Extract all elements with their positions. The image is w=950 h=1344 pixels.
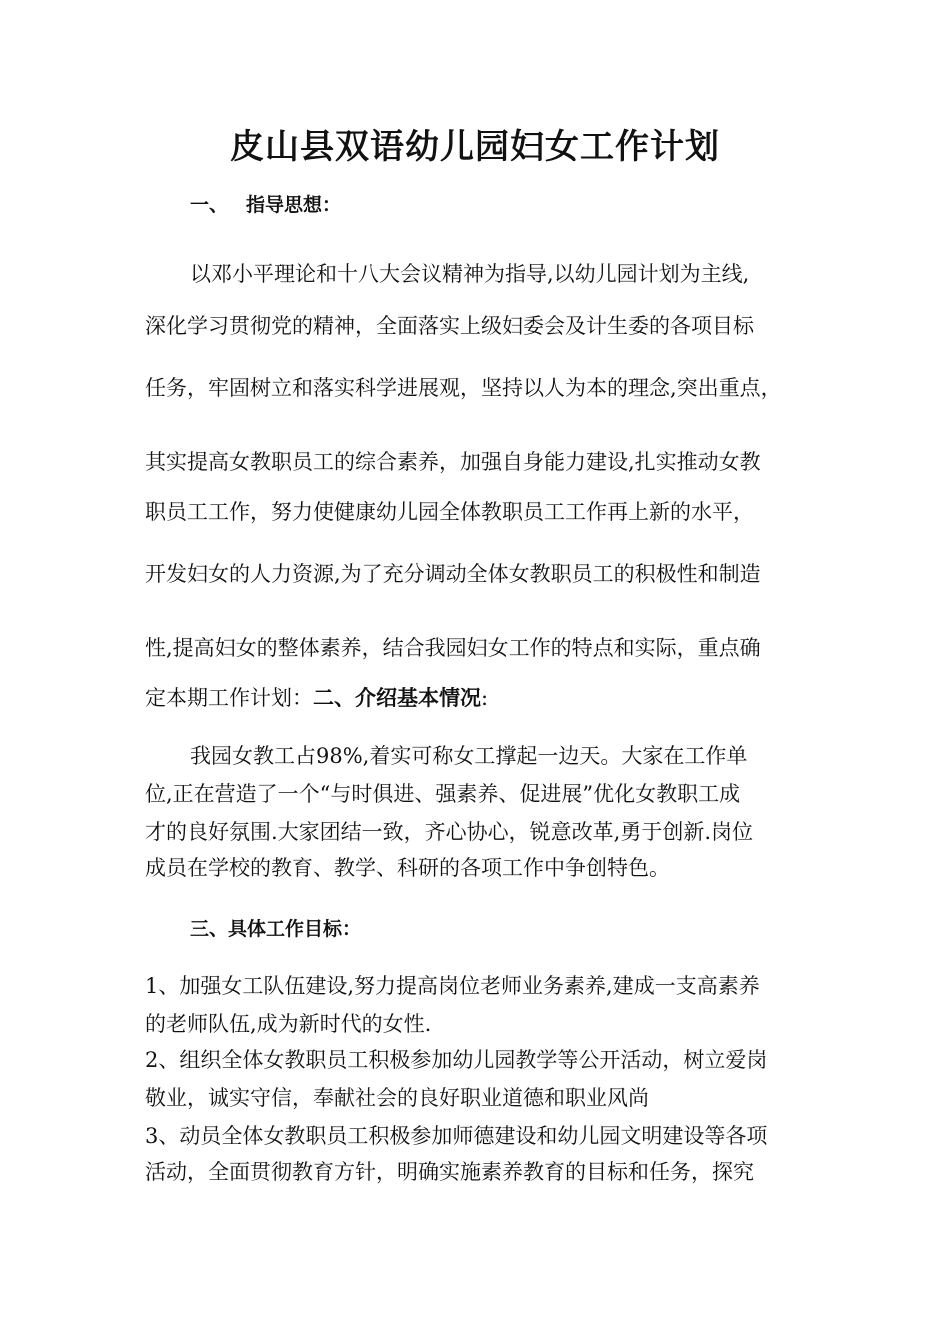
section-3-line-5: 3、动员全体女教职员工积极参加师德建设和幼儿园文明建设等各项 [145,1124,768,1148]
section-1-line-2: 深化学习贯彻党的精神，全面落实上级妇委会及计生委的各项目标 [145,314,754,338]
section-3-heading: 三、具体工作目标： [190,918,362,940]
section-3-line-4: 敬业，诚实守信，奉献社会的良好职业道德和职业风尚 [145,1086,649,1110]
section-2-line-3: 才的良好氛围.大家团结一致，齐心协心，锐意改革,勇于创新.岗位 [145,820,754,844]
section-1-line-3: 任务，牢固树立和落实科学进展观，坚持以人为本的理念,突出重点， [145,376,782,400]
section-1-last-line [145,688,488,709]
section-2-line-1: 我园女教工占98%,着实可称女工撑起一边天。大家在工作单 [190,744,748,768]
section-3-line-1: 1、加强女工队伍建设,努力提高岗位老师业务素养,建成一支高素养 [145,974,760,998]
section-3-line-2: 的老师队伍,成为新时代的女性. [145,1012,432,1036]
section-1-line-7: 性,提高妇女的整体素养，结合我园妇女工作的特点和实际，重点确 [145,636,761,660]
section-3-line-6: 活动，全面贯彻教育方针，明确实施素养教育的目标和任务，探究 [145,1160,754,1184]
section-2-line-2: 位,正在营造了一个“与时俱进、强素养、促进展”优化女教职工成 [145,782,741,806]
section-1-number: 一、 [190,194,229,216]
section-2-heading: 二、介绍基本情况 [313,686,481,710]
section-1-heading: 指导思想： [246,194,342,216]
document-title: 皮山县双语幼儿园妇女工作计划 [230,127,720,167]
section-2-heading-colon: : [481,686,489,710]
section-1-line-1: 以邓小平理论和十八大会议精神为指导,以幼儿园计划为主线, [190,262,750,286]
section-3-line-3: 2、组织全体女教职员工积极参加幼儿园教学等公开活动，树立爱岗 [145,1048,768,1072]
section-1-line-4: 其实提高女教职员工的综合素养，加强自身能力建设,扎实推动女教 [145,450,761,474]
section-1-closing-text: 定本期工作计划： [145,686,313,710]
section-1-line-6: 开发妇女的人力资源,为了充分调动全体女教职员工的积极性和制造 [145,562,761,586]
section-1-line-5: 职员工工作，努力使健康幼儿园全体教职员工工作再上新的水平， [145,500,754,524]
section-2-line-4: 成员在学校的教育、教学、科研的各项工作中争创特色。 [145,856,670,880]
